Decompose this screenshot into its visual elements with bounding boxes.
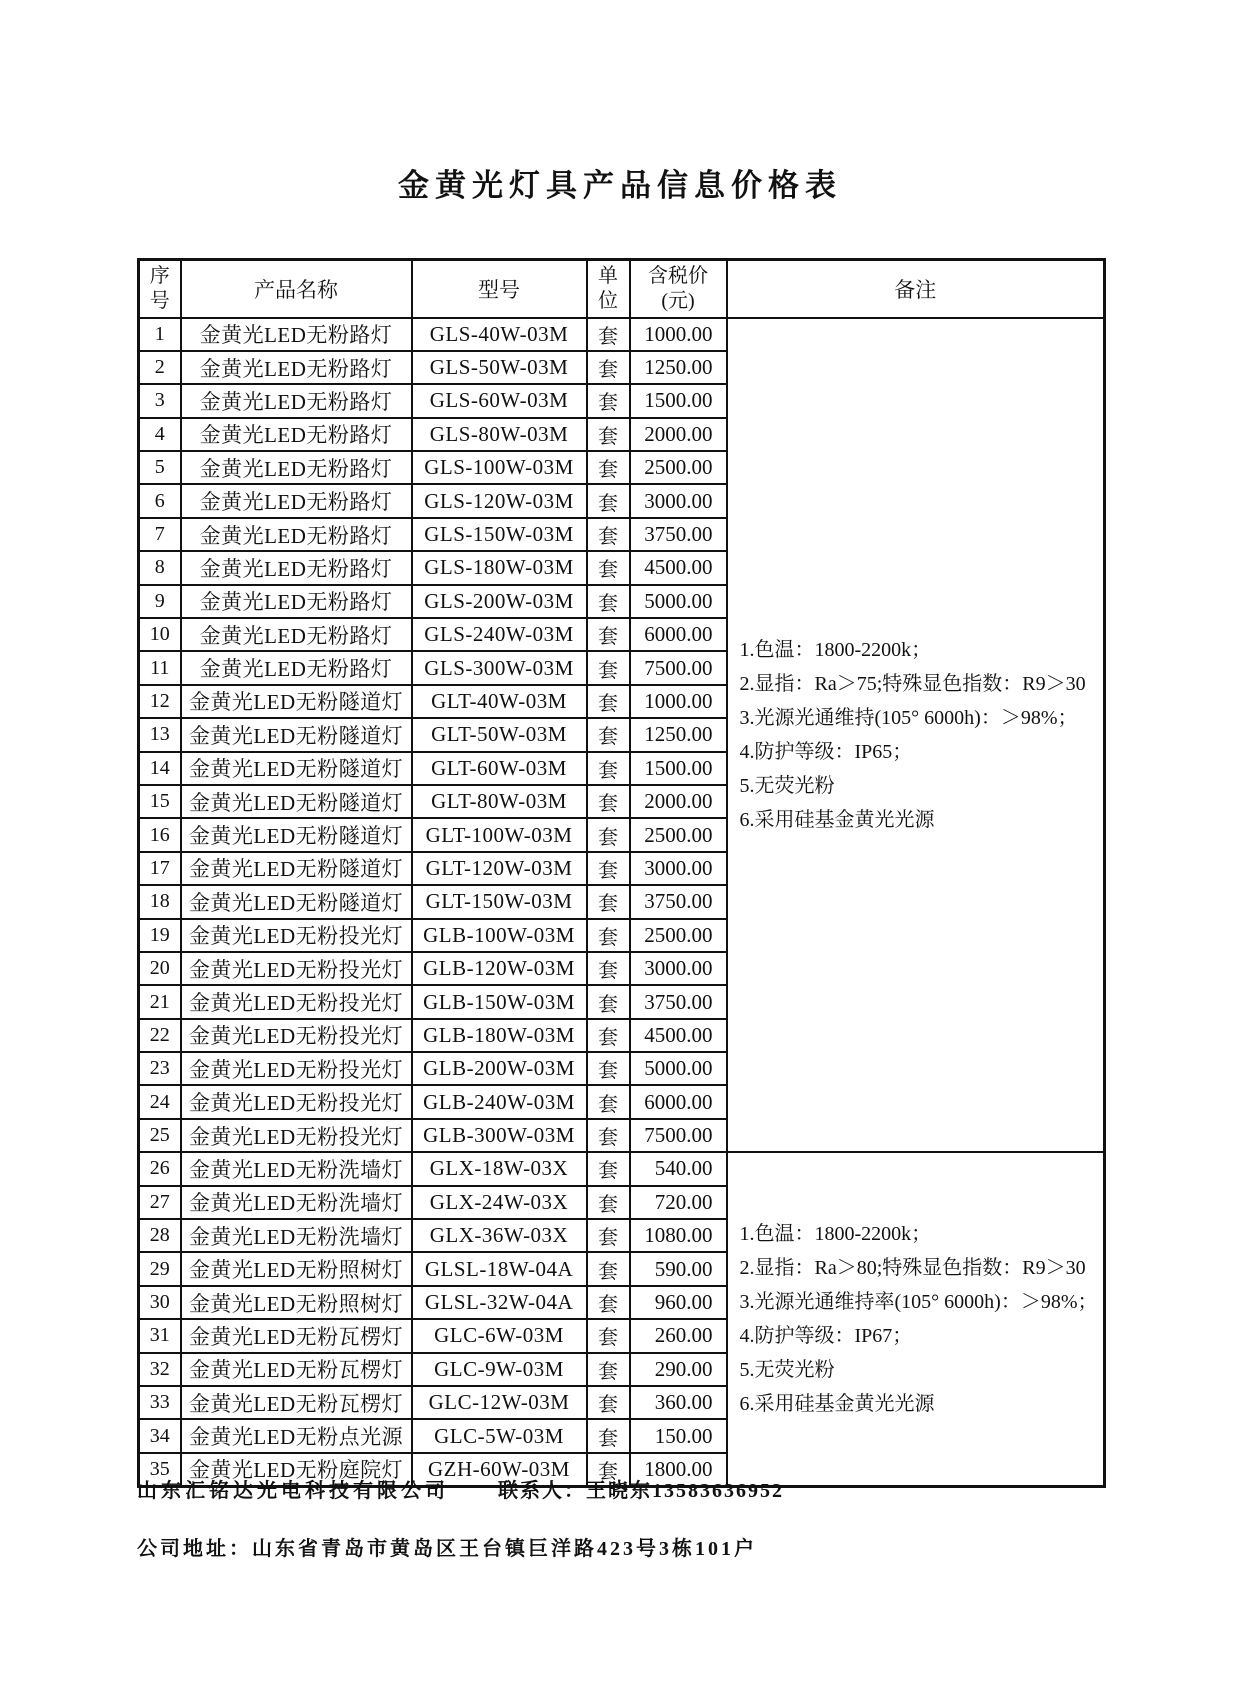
cell-unit: 套 bbox=[587, 785, 630, 818]
cell-unit: 套 bbox=[587, 618, 630, 651]
cell-model: GLT-150W-03M bbox=[412, 885, 587, 918]
cell-price: 3750.00 bbox=[630, 885, 727, 918]
cell-row-number: 18 bbox=[139, 885, 181, 918]
cell-model: GLB-120W-03M bbox=[412, 952, 587, 985]
cell-product-name: 金黄光LED无粉洗墙灯 bbox=[181, 1186, 412, 1219]
cell-product-name: 金黄光LED无粉隧道灯 bbox=[181, 885, 412, 918]
remark-line: 1.色温：1800-2200k； bbox=[739, 1222, 932, 1245]
remark-line: 3.光源光通维持(105° 6000h)：＞98%； bbox=[739, 706, 1078, 729]
cell-row-number: 5 bbox=[139, 451, 181, 484]
cell-row-number: 14 bbox=[139, 752, 181, 785]
remark-cell bbox=[727, 1152, 1105, 1486]
cell-model: GLS-100W-03M bbox=[412, 451, 587, 484]
remark-line: 4.防护等级：IP67； bbox=[739, 1324, 913, 1347]
footer-company-address: 公司地址：山东省青岛市黄岛区王台镇巨洋路423号3栋101户 bbox=[137, 1538, 757, 1560]
cell-price: 2000.00 bbox=[630, 418, 727, 451]
cell-row-number: 15 bbox=[139, 785, 181, 818]
cell-row-number: 2 bbox=[139, 351, 181, 384]
cell-row-number: 7 bbox=[139, 518, 181, 551]
cell-price: 3750.00 bbox=[630, 985, 727, 1018]
cell-price: 6000.00 bbox=[630, 618, 727, 651]
cell-unit: 套 bbox=[587, 1019, 630, 1052]
cell-unit: 套 bbox=[587, 1386, 630, 1419]
cell-row-number: 21 bbox=[139, 985, 181, 1018]
cell-model: GLB-200W-03M bbox=[412, 1052, 587, 1085]
cell-price: 590.00 bbox=[630, 1252, 727, 1285]
cell-row-number: 10 bbox=[139, 618, 181, 651]
cell-model: GLS-60W-03M bbox=[412, 384, 587, 417]
cell-row-number: 25 bbox=[139, 1119, 181, 1152]
cell-model: GLSL-18W-04A bbox=[412, 1252, 587, 1285]
cell-product-name: 金黄光LED无粉瓦楞灯 bbox=[181, 1386, 412, 1419]
cell-row-number: 24 bbox=[139, 1085, 181, 1118]
cell-price: 3000.00 bbox=[630, 952, 727, 985]
cell-price: 5000.00 bbox=[630, 1052, 727, 1085]
cell-unit: 套 bbox=[587, 384, 630, 417]
cell-product-name: 金黄光LED无粉投光灯 bbox=[181, 1085, 412, 1118]
cell-price: 1080.00 bbox=[630, 1219, 727, 1252]
cell-price: 1250.00 bbox=[630, 351, 727, 384]
column-header-price-label: 含税价 bbox=[648, 264, 708, 287]
cell-row-number: 9 bbox=[139, 585, 181, 618]
cell-row-number: 17 bbox=[139, 852, 181, 885]
cell-unit: 套 bbox=[587, 1419, 630, 1452]
cell-price: 1800.00 bbox=[630, 1453, 727, 1486]
remark-line: 1.色温：1800-2200k； bbox=[739, 638, 932, 661]
cell-price: 1500.00 bbox=[630, 752, 727, 785]
table-row bbox=[139, 1152, 1105, 1185]
cell-model: GLS-180W-03M bbox=[412, 551, 587, 584]
column-header-unit bbox=[587, 260, 630, 318]
cell-price: 360.00 bbox=[630, 1386, 727, 1419]
cell-product-name: 金黄光LED无粉照树灯 bbox=[181, 1286, 412, 1319]
cell-product-name: 金黄光LED无粉洗墙灯 bbox=[181, 1219, 412, 1252]
cell-product-name: 金黄光LED无粉投光灯 bbox=[181, 985, 412, 1018]
cell-product-name: 金黄光LED无粉投光灯 bbox=[181, 919, 412, 952]
page-title: 金黄光灯具产品信息价格表 bbox=[398, 168, 842, 203]
cell-product-name: 金黄光LED无粉路灯 bbox=[181, 484, 412, 517]
cell-unit: 套 bbox=[587, 885, 630, 918]
cell-unit: 套 bbox=[587, 484, 630, 517]
cell-unit: 套 bbox=[587, 551, 630, 584]
cell-product-name: 金黄光LED无粉洗墙灯 bbox=[181, 1152, 412, 1185]
column-header-remark-label: 备注 bbox=[894, 277, 937, 302]
cell-unit: 套 bbox=[587, 518, 630, 551]
cell-price: 4500.00 bbox=[630, 551, 727, 584]
column-header-no-label: 序号 bbox=[149, 264, 170, 312]
cell-product-name: 金黄光LED无粉路灯 bbox=[181, 451, 412, 484]
price-table bbox=[137, 258, 1106, 1488]
cell-price: 1500.00 bbox=[630, 384, 727, 417]
cell-product-name: 金黄光LED无粉照树灯 bbox=[181, 1252, 412, 1285]
cell-model: GLC-6W-03M bbox=[412, 1319, 587, 1352]
cell-unit: 套 bbox=[587, 1319, 630, 1352]
column-header-model bbox=[412, 260, 587, 318]
cell-product-name: 金黄光LED无粉隧道灯 bbox=[181, 852, 412, 885]
cell-row-number: 33 bbox=[139, 1386, 181, 1419]
cell-unit: 套 bbox=[587, 685, 630, 718]
cell-model: GLC-12W-03M bbox=[412, 1386, 587, 1419]
cell-product-name: 金黄光LED无粉路灯 bbox=[181, 384, 412, 417]
cell-price: 540.00 bbox=[630, 1152, 727, 1185]
cell-unit: 套 bbox=[587, 318, 630, 351]
cell-model: GLX-36W-03X bbox=[412, 1219, 587, 1252]
cell-row-number: 12 bbox=[139, 685, 181, 718]
cell-price: 6000.00 bbox=[630, 1085, 727, 1118]
cell-unit: 套 bbox=[587, 1252, 630, 1285]
cell-unit: 套 bbox=[587, 418, 630, 451]
cell-model: GLB-300W-03M bbox=[412, 1119, 587, 1152]
cell-row-number: 11 bbox=[139, 651, 181, 684]
cell-unit: 套 bbox=[587, 1219, 630, 1252]
cell-model: GLT-40W-03M bbox=[412, 685, 587, 718]
cell-model: GLT-60W-03M bbox=[412, 752, 587, 785]
cell-model: GLSL-32W-04A bbox=[412, 1286, 587, 1319]
column-header-name-label: 产品名称 bbox=[254, 277, 338, 302]
cell-product-name: 金黄光LED无粉路灯 bbox=[181, 418, 412, 451]
cell-model: GLS-80W-03M bbox=[412, 418, 587, 451]
cell-product-name: 金黄光LED无粉投光灯 bbox=[181, 952, 412, 985]
footer-contact-info: 联系人：王晓东13583636952 bbox=[498, 1480, 784, 1502]
cell-unit: 套 bbox=[587, 952, 630, 985]
cell-model: GLX-18W-03X bbox=[412, 1152, 587, 1185]
cell-row-number: 35 bbox=[139, 1453, 181, 1486]
cell-model: GLC-5W-03M bbox=[412, 1419, 587, 1452]
cell-unit: 套 bbox=[587, 1186, 630, 1219]
column-header-remark bbox=[727, 260, 1105, 318]
cell-model: GLS-50W-03M bbox=[412, 351, 587, 384]
table-body bbox=[139, 318, 1105, 1487]
cell-model: GLT-50W-03M bbox=[412, 718, 587, 751]
cell-unit: 套 bbox=[587, 1152, 630, 1185]
cell-model: GLC-9W-03M bbox=[412, 1353, 587, 1386]
cell-model: GLS-40W-03M bbox=[412, 318, 587, 351]
cell-price: 1000.00 bbox=[630, 685, 727, 718]
cell-product-name: 金黄光LED无粉隧道灯 bbox=[181, 718, 412, 751]
cell-row-number: 32 bbox=[139, 1353, 181, 1386]
cell-unit: 套 bbox=[587, 718, 630, 751]
cell-price: 2500.00 bbox=[630, 818, 727, 851]
cell-row-number: 13 bbox=[139, 718, 181, 751]
cell-model: GLT-120W-03M bbox=[412, 852, 587, 885]
cell-product-name: 金黄光LED无粉隧道灯 bbox=[181, 818, 412, 851]
cell-product-name: 金黄光LED无粉隧道灯 bbox=[181, 752, 412, 785]
cell-row-number: 22 bbox=[139, 1019, 181, 1052]
cell-price: 4500.00 bbox=[630, 1019, 727, 1052]
cell-price: 3000.00 bbox=[630, 484, 727, 517]
cell-unit: 套 bbox=[587, 1119, 630, 1152]
cell-row-number: 4 bbox=[139, 418, 181, 451]
cell-price: 1250.00 bbox=[630, 718, 727, 751]
remark-line: 2.显指：Ra＞80;特殊显色指数：R9＞30 bbox=[739, 1256, 1086, 1279]
cell-row-number: 30 bbox=[139, 1286, 181, 1319]
cell-price: 7500.00 bbox=[630, 1119, 727, 1152]
remark-line: 5.无荧光粉 bbox=[739, 774, 835, 797]
cell-row-number: 27 bbox=[139, 1186, 181, 1219]
cell-product-name: 金黄光LED无粉投光灯 bbox=[181, 1052, 412, 1085]
column-header-unit-label: 单位 bbox=[598, 264, 618, 312]
remark-line: 2.显指：Ra＞75;特殊显色指数：R9＞30 bbox=[739, 672, 1086, 695]
cell-unit: 套 bbox=[587, 351, 630, 384]
cell-unit: 套 bbox=[587, 1453, 630, 1486]
cell-product-name: 金黄光LED无粉隧道灯 bbox=[181, 785, 412, 818]
cell-row-number: 6 bbox=[139, 484, 181, 517]
cell-product-name: 金黄光LED无粉瓦楞灯 bbox=[181, 1353, 412, 1386]
cell-unit: 套 bbox=[587, 919, 630, 952]
cell-model: GLB-240W-03M bbox=[412, 1085, 587, 1118]
cell-model: GLS-240W-03M bbox=[412, 618, 587, 651]
cell-model: GLB-150W-03M bbox=[412, 985, 587, 1018]
cell-row-number: 1 bbox=[139, 318, 181, 351]
cell-product-name: 金黄光LED无粉瓦楞灯 bbox=[181, 1319, 412, 1352]
cell-row-number: 3 bbox=[139, 384, 181, 417]
cell-model: GLS-200W-03M bbox=[412, 585, 587, 618]
cell-product-name: 金黄光LED无粉庭院灯 bbox=[181, 1453, 412, 1486]
cell-price: 1000.00 bbox=[630, 318, 727, 351]
cell-product-name: 金黄光LED无粉路灯 bbox=[181, 585, 412, 618]
cell-model: GZH-60W-03M bbox=[412, 1453, 587, 1486]
column-header-price-unit-label: (元) bbox=[661, 289, 695, 312]
cell-row-number: 16 bbox=[139, 818, 181, 851]
cell-price: 960.00 bbox=[630, 1286, 727, 1319]
table-header-row bbox=[139, 260, 1105, 318]
cell-product-name: 金黄光LED无粉隧道灯 bbox=[181, 685, 412, 718]
column-header-price bbox=[630, 260, 727, 318]
cell-product-name: 金黄光LED无粉路灯 bbox=[181, 518, 412, 551]
cell-unit: 套 bbox=[587, 1353, 630, 1386]
remark-line: 4.防护等级：IP65； bbox=[739, 740, 913, 763]
cell-unit: 套 bbox=[587, 752, 630, 785]
cell-model: GLB-100W-03M bbox=[412, 919, 587, 952]
cell-price: 2000.00 bbox=[630, 785, 727, 818]
cell-price: 720.00 bbox=[630, 1186, 727, 1219]
table-row bbox=[139, 318, 1105, 351]
cell-price: 5000.00 bbox=[630, 585, 727, 618]
cell-row-number: 31 bbox=[139, 1319, 181, 1352]
cell-price: 150.00 bbox=[630, 1419, 727, 1452]
cell-price: 260.00 bbox=[630, 1319, 727, 1352]
column-header-model-label: 型号 bbox=[478, 277, 520, 302]
remark-line: 3.光源光通维持率(105° 6000h)：＞98%； bbox=[739, 1290, 1098, 1313]
cell-model: GLS-150W-03M bbox=[412, 518, 587, 551]
cell-model: GLS-300W-03M bbox=[412, 651, 587, 684]
cell-unit: 套 bbox=[587, 1052, 630, 1085]
cell-product-name: 金黄光LED无粉路灯 bbox=[181, 318, 412, 351]
cell-row-number: 29 bbox=[139, 1252, 181, 1285]
cell-row-number: 19 bbox=[139, 919, 181, 952]
cell-model: GLT-100W-03M bbox=[412, 818, 587, 851]
cell-row-number: 26 bbox=[139, 1152, 181, 1185]
cell-unit: 套 bbox=[587, 1286, 630, 1319]
cell-product-name: 金黄光LED无粉路灯 bbox=[181, 651, 412, 684]
cell-product-name: 金黄光LED无粉路灯 bbox=[181, 351, 412, 384]
cell-model: GLB-180W-03M bbox=[412, 1019, 587, 1052]
remark-line: 5.无荧光粉 bbox=[739, 1358, 835, 1381]
cell-row-number: 8 bbox=[139, 551, 181, 584]
cell-product-name: 金黄光LED无粉路灯 bbox=[181, 551, 412, 584]
cell-model: GLX-24W-03X bbox=[412, 1186, 587, 1219]
remark-cell bbox=[727, 318, 1105, 1153]
cell-product-name: 金黄光LED无粉路灯 bbox=[181, 618, 412, 651]
cell-model: GLS-120W-03M bbox=[412, 484, 587, 517]
cell-product-name: 金黄光LED无粉投光灯 bbox=[181, 1119, 412, 1152]
cell-price: 3750.00 bbox=[630, 518, 727, 551]
cell-row-number: 23 bbox=[139, 1052, 181, 1085]
cell-unit: 套 bbox=[587, 451, 630, 484]
footer-company-name: 山东汇铭达光电科技有限公司 bbox=[137, 1480, 449, 1502]
cell-price: 2500.00 bbox=[630, 451, 727, 484]
remark-line: 6.采用硅基金黄光光源 bbox=[739, 808, 935, 831]
cell-unit: 套 bbox=[587, 985, 630, 1018]
cell-model: GLT-80W-03M bbox=[412, 785, 587, 818]
remark-line: 6.采用硅基金黄光光源 bbox=[739, 1392, 935, 1415]
cell-row-number: 34 bbox=[139, 1419, 181, 1452]
cell-price: 7500.00 bbox=[630, 651, 727, 684]
cell-row-number: 20 bbox=[139, 952, 181, 985]
cell-product-name: 金黄光LED无粉投光灯 bbox=[181, 1019, 412, 1052]
column-header-no bbox=[139, 260, 181, 318]
cell-unit: 套 bbox=[587, 1085, 630, 1118]
cell-product-name: 金黄光LED无粉点光源 bbox=[181, 1419, 412, 1452]
cell-row-number: 28 bbox=[139, 1219, 181, 1252]
cell-unit: 套 bbox=[587, 818, 630, 851]
column-header-name bbox=[181, 260, 412, 318]
cell-price: 2500.00 bbox=[630, 919, 727, 952]
cell-price: 3000.00 bbox=[630, 852, 727, 885]
cell-unit: 套 bbox=[587, 585, 630, 618]
cell-price: 290.00 bbox=[630, 1353, 727, 1386]
cell-unit: 套 bbox=[587, 852, 630, 885]
cell-unit: 套 bbox=[587, 651, 630, 684]
